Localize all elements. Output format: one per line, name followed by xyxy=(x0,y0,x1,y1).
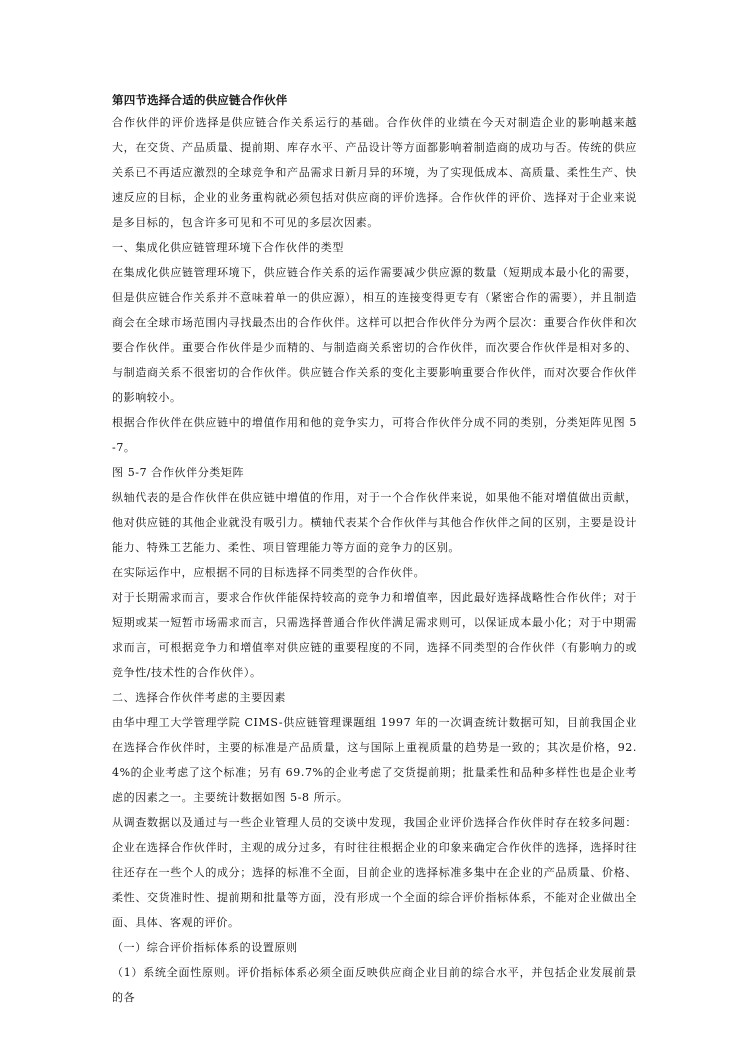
section-heading: 二、选择合作伙伴考虑的主要因素 xyxy=(112,691,286,704)
paragraph: 在集成化供应链管理环境下，供应链合作关系的运作需要减少供应源的数量（短期成本最小化的需要，但是供应链合作关系并不意味着单一的供应源），相互的连接变得更专有（紧密合作的需要），并且制造商会在全球市场范围内寻找最杰出的合作伙伴。这样可以把合作伙伴分为两个层次：重要合作伙伴和次要合作伙伴。重要合作伙伴是少而精的、与制造商关系密切的合作伙伴，而次要合作伙伴是相对多的、与制造商关系不很密切的合作伙伴。供应链合作关系的变化主要影响重要合作伙伴，而对次要合作伙伴的影响较小。 xyxy=(112,266,637,404)
paragraph: 合作伙伴的评价选择是供应链合作关系运行的基础。合作伙伴的业绩在今天对制造企业的影响越来越大，在交货、产品质量、提前期、库存水平、产品设计等方面都影响着制造商的成功与否。传统的供应关系已不再适应激烈的全球竞争和产品需求日新月异的环境，为了实现低成本、高质量、柔性生产、快速反应的目标，企业的业务重构就必须包括对供应商的评价选择。合作伙伴的评价、选择对于企业来说是多目标的，包含许多可见和不可见的多层次因素。 xyxy=(112,116,637,229)
section-heading: 一、集成化供应链管理环境下合作伙伴的类型 xyxy=(112,241,344,254)
paragraph: 根据合作伙伴在供应链中的增值作用和他的竞争实力，可将合作伙伴分成不同的类别，分类矩阵见图 5-7。 xyxy=(112,416,637,454)
section-heading: （一）综合评价指标体系的设置原则 xyxy=(112,941,298,954)
document-blocks xyxy=(112,110,637,1010)
paragraph: 在实际运作中，应根据不同的目标选择不同类型的合作伙伴。 xyxy=(112,566,426,579)
paragraph: （1）系统全面性原则。评价指标体系必须全面反映供应商企业目前的综合水平，并包括企业发展前景的各 xyxy=(112,966,637,1004)
paragraph: 纵轴代表的是合作伙伴在供应链中增值的作用，对于一个合作伙伴来说，如果他不能对增值做出贡献，他对供应链的其他企业就没有吸引力。横轴代表某个合作伙伴与其他合作伙伴之间的区别，主要是设计能力、特殊工艺能力、柔性、项目管理能力等方面的竞争力的区别。 xyxy=(112,491,637,554)
paragraph: 由华中理工大学管理学院 CIMS-供应链管理课题组 1997 年的一次调查统计数据可知，目前我国企业在选择合作伙伴时，主要的标准是产品质量，这与国际上重视质量的趋势是一致的；其次是价格，92.4%的企业考虑了这个标准；另有 69.7%的企业考虑了交货提前期；批量柔性和品种多样性也是企业考虑的因素之一。主要统计数据如图 5-8 所示。 xyxy=(112,716,637,804)
section-heading: 图 5-7 合作伙伴分类矩阵 xyxy=(112,466,245,479)
paragraph: 从调查数据以及通过与一些企业管理人员的交谈中发现，我国企业评价选择合作伙伴时存在较多问题：企业在选择合作伙伴时，主观的成分过多，有时往往根据企业的印象来确定合作伙伴的选择，选择时往往还存在一些个人的成分；选择的标准不全面，目前企业的选择标准多集中在企业的产品质量、价格、柔性、交货准时性、提前期和批量等方面，没有形成一个全面的综合评价指标体系，不能对企业做出全面、具体、客观的评价。 xyxy=(112,816,637,929)
paragraph: 对于长期需求而言，要求合作伙伴能保持较高的竞争力和增值率，因此最好选择战略性合作伙伴；对于短期或某一短暂市场需求而言，只需选择普通合作伙伴满足需求则可，以保证成本最小化；对于中期需求而言，可根据竞争力和增值率对供应链的重要程度的不同，选择不同类型的合作伙伴（有影响力的或竞争性/技术性的合作伙伴）。 xyxy=(112,591,637,679)
document-body xyxy=(112,92,637,1010)
section-title: 第四节选择合适的供应链合作伙伴 xyxy=(112,93,288,107)
